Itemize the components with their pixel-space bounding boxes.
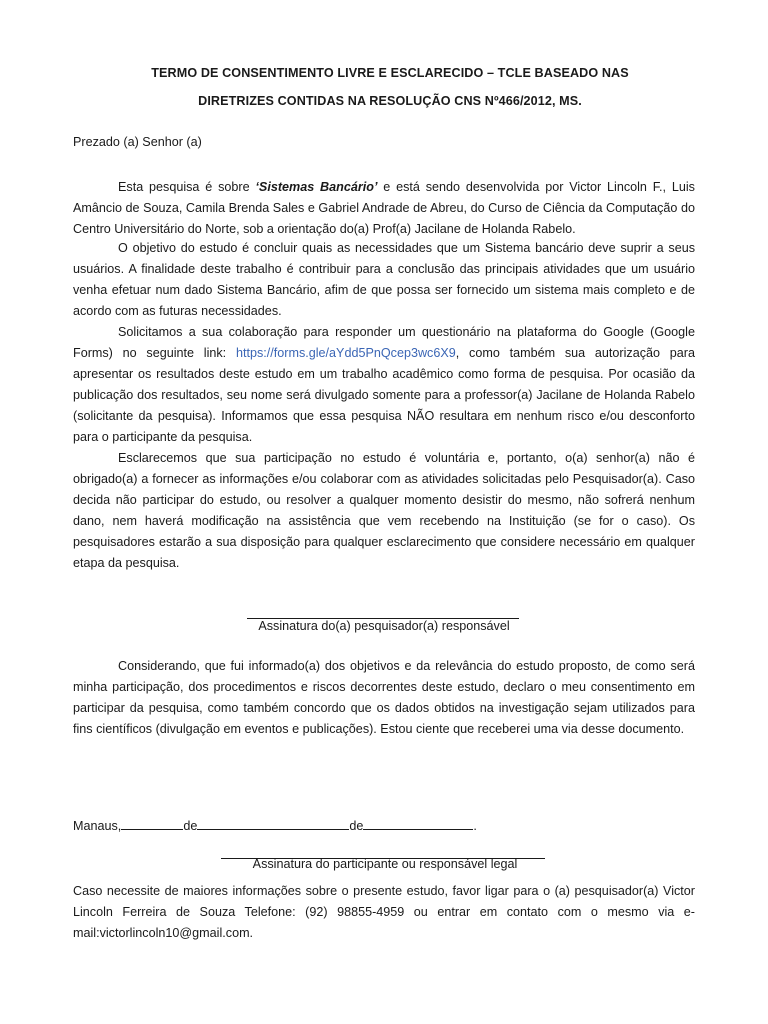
paragraph-objective: O objetivo do estudo é concluir quais as necessidades que um Sistema bancário deve suprir a seus usuários. A finalidade deste trabalho é contribuir para a conclusão das principais atividades que um usuário venha efetuar num dado Sistema Bancário, afim de que possa ser fornecido um sistema mais completo e de acordo com as futuras necessidades. bbox=[73, 241, 695, 318]
paragraph-consent-declaration: Considerando, que fui informado(a) dos objetivos e da relevância do estudo proposto, de como será minha participação, dos procedimentos e riscos decorrentes deste estudo, declaro o meu consentimento em participar da pesquisa, como também concordo que os dados obtidos na investigação sejam utilizados para fins científicos (divulgação em eventos e publicações). Estou ciente que receberei uma via desse documento. bbox=[73, 659, 695, 736]
paragraph-voluntary-participation: Esclarecemos que sua participação no estudo é voluntária e, portanto, o(a) senhor(a) não é obrigado(a) a fornecer as informações e/ou colaborar com as atividades solicitadas pelo Pesquisador(a). Caso decida não participar do estudo, ou resolver a qualquer momento desistir do mesmo, não sofrerá nenhum dano, nem haverá modificação na assistência que vem recebendo na Instituição (se for o caso). Os pesquisadores estarão a sua disposição para qualquer esclarecimento que considere necessário em qualquer etapa da pesquisa. bbox=[73, 451, 695, 570]
participant-signature-label: Assinatura do participante ou responsável legal bbox=[252, 857, 518, 871]
document-title-line-1: TERMO DE CONSENTIMENTO LIVRE E ESCLARECIDO – TCLE BASEADO NAS bbox=[151, 66, 629, 80]
researcher-signature-label: Assinatura do(a) pesquisador(a) responsável bbox=[258, 619, 510, 633]
date-line-end: . bbox=[473, 819, 477, 833]
salutation: Prezado (a) Senhor (a) bbox=[73, 135, 202, 149]
date-line bbox=[73, 817, 477, 833]
date-line-de-2: de bbox=[349, 819, 364, 833]
paragraph-collaboration-before: Solicitamos a sua colaboração para responder um questionário na plataforma do Google (Google Forms) no seguinte link: bbox=[73, 325, 695, 360]
date-line-de-1: de bbox=[183, 819, 198, 833]
document-title-line-2: DIRETRIZES CONTIDAS NA RESOLUÇÃO CNS Nº466/2012, MS. bbox=[198, 94, 582, 108]
date-line-city: Manaus, bbox=[73, 819, 122, 833]
research-topic-emphasis: ‘Sistemas Bancário’ bbox=[255, 180, 378, 194]
contact-information: Caso necessite de maiores informações sobre o presente estudo, favor ligar para o (a) pesquisador(a) Victor Lincoln Ferreira de Souza Telefone: (92) 98855-4959 ou entrar em contato com o mesmo via e-mail:victorlincoln10@gmail.com. bbox=[73, 884, 695, 940]
date-year-blank[interactable] bbox=[363, 817, 473, 830]
paragraph-research-subject-after: e está sendo desenvolvida por Victor Lincoln F., Luis Amâncio de Souza, Camila Brenda Sales e Gabriel Andrade de Abreu, do Curso de Ciência da Computação do Centro Universitário do Norte, sob a orientação do(a) Prof(a) Jacilane de Holanda Rabelo. bbox=[73, 180, 695, 236]
paragraph-research-subject-before: Esta pesquisa é sobre bbox=[118, 180, 256, 194]
google-forms-link[interactable]: https://forms.gle/aYdd5PnQcep3wc6X9 bbox=[235, 346, 456, 360]
paragraph-collaboration-request bbox=[73, 322, 695, 448]
paragraph-research-subject bbox=[73, 177, 695, 240]
date-month-blank[interactable] bbox=[197, 817, 349, 830]
date-day-blank[interactable] bbox=[121, 817, 183, 830]
paragraph-collaboration-after: , como também sua autorização para apresentar os resultados deste estudo em um trabalho acadêmico como forma de pesquisa. Por ocasião da publicação dos resultados, seu nome será divulgado somente para a professor(a) Jacilane de Holanda Rabelo (solicitante da pesquisa). Informamos que essa pesquisa NÃO resultara em nenhum risco e/ou desconforto para o participante da pesquisa. bbox=[73, 346, 696, 444]
